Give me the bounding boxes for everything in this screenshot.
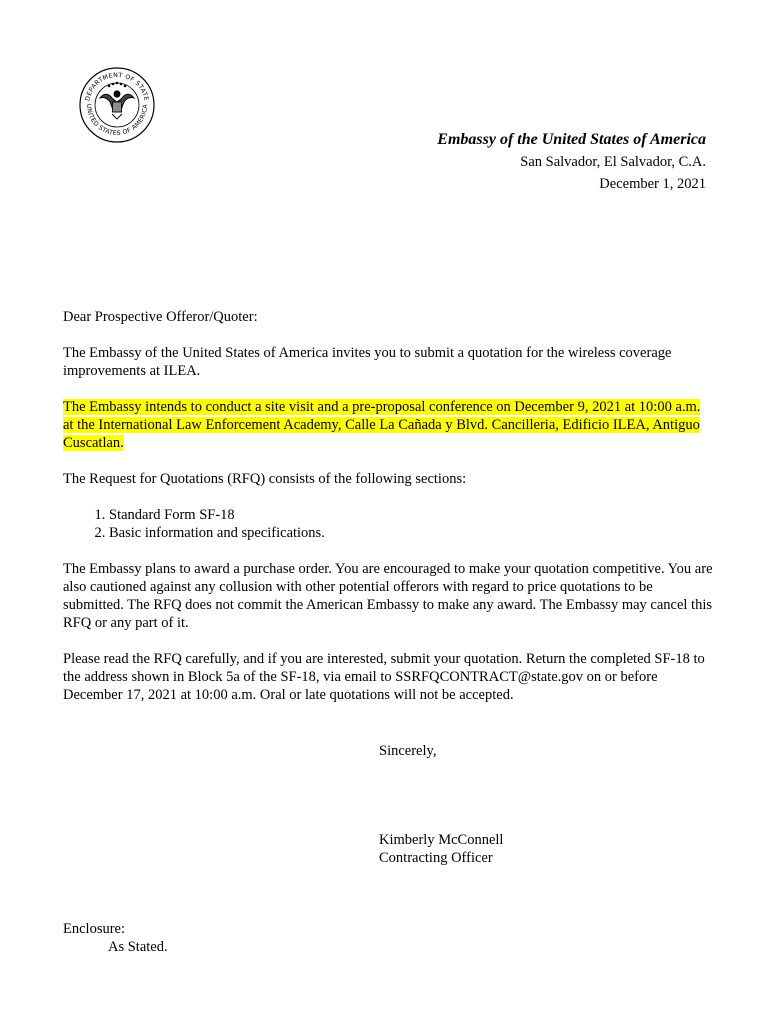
paragraph-award: The Embassy plans to award a purchase order. You are encouraged to make your quotation competitive. You are also cautioned against any collusion with other potential offerors with regard to price quotations to be submitted. The RFQ does not commit the American Embassy to make any award. The Embassy may cancel this RFQ or any part of it.	[63, 561, 713, 631]
enclosure-label: Enclosure:	[63, 921, 126, 937]
paragraph-rfq-sections: The Request for Quotations (RFQ) consists of the following sections:	[63, 471, 467, 487]
signature-block	[379, 831, 503, 867]
salutation: Dear Prospective Offeror/Quoter:	[63, 309, 258, 325]
paragraph-site-visit	[63, 398, 713, 452]
embassy-name: Embassy of the United States of America	[437, 131, 706, 148]
letterhead	[437, 129, 706, 195]
letter-body	[63, 308, 713, 722]
seal-icon	[78, 66, 156, 144]
list-item: 2. Basic information and specifications.	[109, 524, 713, 542]
embassy-location: San Salvador, El Salvador, C.A.	[520, 154, 706, 170]
paragraph-submission: Please read the RFQ carefully, and if you are interested, submit your quotation. Return the completed SF-18 to the address shown in Block 5a of the SF-18, via email to SSRFQCONTRACT@state.gov on or before December 17, 2021 at 10:00 a.m. Oral or late quotations will not be accepted.	[63, 651, 705, 703]
letter-date: December 1, 2021	[599, 176, 706, 192]
closing	[379, 742, 436, 760]
enclosure-value: As Stated.	[108, 939, 168, 955]
department-of-state-seal	[78, 66, 156, 144]
list-item: 1. Standard Form SF-18	[109, 506, 713, 524]
signer-title: Contracting Officer	[379, 850, 493, 866]
signer-name: Kimberly McConnell	[379, 832, 504, 848]
eagle-icon	[100, 82, 134, 119]
paragraph-invitation: The Embassy of the United States of America invites you to submit a quotation for the wireless coverage improvements at ILEA.	[63, 345, 672, 379]
sections-list	[63, 506, 713, 542]
seal-ring-top-text: DEPARTMENT OF STATE	[84, 71, 150, 102]
seal-ring-bottom-text: UNITED STATES OF AMERICA	[84, 103, 150, 138]
highlighted-text: The Embassy intends to conduct a site visit and a pre-proposal conference on December 9, 2021 at 10:00 a.m. at the International Law Enforcement Academy, Calle La Cañada y Blvd. Cancilleria, Edificio ILEA, Antiguo Cuscatlan.	[63, 399, 701, 451]
valediction: Sincerely,	[379, 743, 437, 759]
enclosure	[63, 920, 168, 956]
